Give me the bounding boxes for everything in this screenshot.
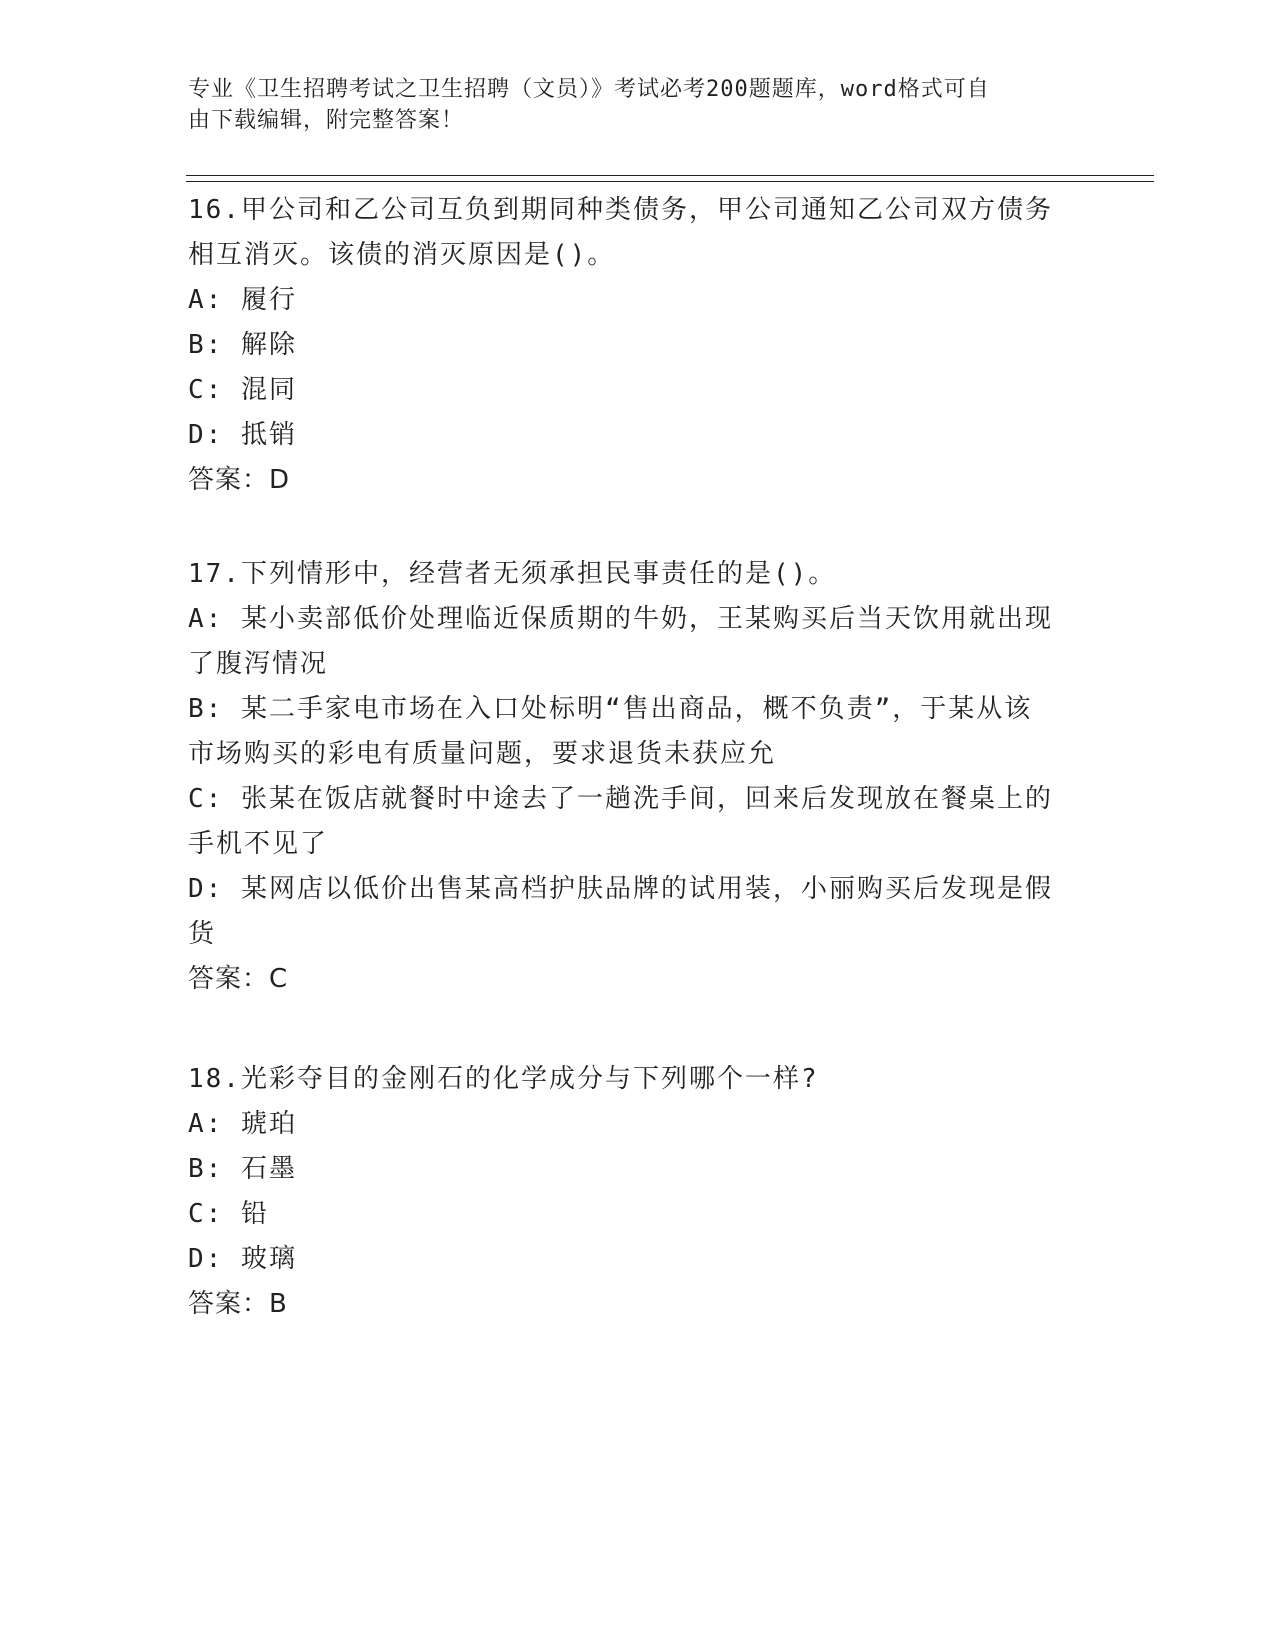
option-a: A: 琥珀 xyxy=(188,1109,297,1139)
answer-label: 答案：C xyxy=(188,964,289,994)
option-a: A: 履行 xyxy=(188,285,297,315)
answer-label: 答案：B xyxy=(188,1289,288,1319)
question-stem-line: 18.光彩夺目的金刚石的化学成分与下列哪个一样? xyxy=(188,1064,819,1094)
question-16 xyxy=(188,188,1088,502)
option-b-line-1: B: 某二手家电市场在入口处标明“售出商品，概不负责”，于某从该 xyxy=(188,694,1033,724)
question-stem-line: 17.下列情形中，经营者无须承担民事责任的是()。 xyxy=(188,559,837,589)
option-d: D: 抵销 xyxy=(188,420,297,450)
option-c: C: 铅 xyxy=(188,1199,269,1229)
option-c-line-1: C: 张某在饭店就餐时中途去了一趟洗手间，回来后发现放在餐桌上的 xyxy=(188,784,1053,814)
header-line-2: 由下载编辑，附完整答案！ xyxy=(188,108,465,133)
option-d: D: 玻璃 xyxy=(188,1244,297,1274)
answer-label: 答案：D xyxy=(188,465,291,495)
question-stem-line: 16.甲公司和乙公司互负到期同种类债务，甲公司通知乙公司双方债务 xyxy=(188,195,1053,225)
option-b-line-2: 市场购买的彩电有质量问题，要求退货未获应允 xyxy=(188,739,777,769)
option-c-line-2: 手机不见了 xyxy=(188,829,329,859)
option-b: B: 解除 xyxy=(188,330,297,360)
document-header xyxy=(188,74,1088,136)
option-d-line-1: D: 某网店以低价出售某高档护肤品牌的试用装，小丽购买后发现是假 xyxy=(188,874,1053,904)
option-a-line-2: 了腹泻情况 xyxy=(188,649,329,679)
option-d-line-2: 货 xyxy=(188,919,217,949)
option-b: B: 石墨 xyxy=(188,1154,297,1184)
header-line-1: 专业《卫生招聘考试之卫生招聘（文员）》考试必考200题题库，word格式可自 xyxy=(188,77,990,102)
option-c: C: 混同 xyxy=(188,375,297,405)
question-stem-line: 相互消灭。该债的消灭原因是()。 xyxy=(188,240,616,270)
question-17 xyxy=(188,552,1088,1001)
header-divider-top xyxy=(186,175,1154,176)
option-a-line-1: A: 某小卖部低价处理临近保质期的牛奶，王某购买后当天饮用就出现 xyxy=(188,604,1053,634)
header-divider-bottom xyxy=(186,181,1154,182)
question-18 xyxy=(188,1057,1088,1326)
